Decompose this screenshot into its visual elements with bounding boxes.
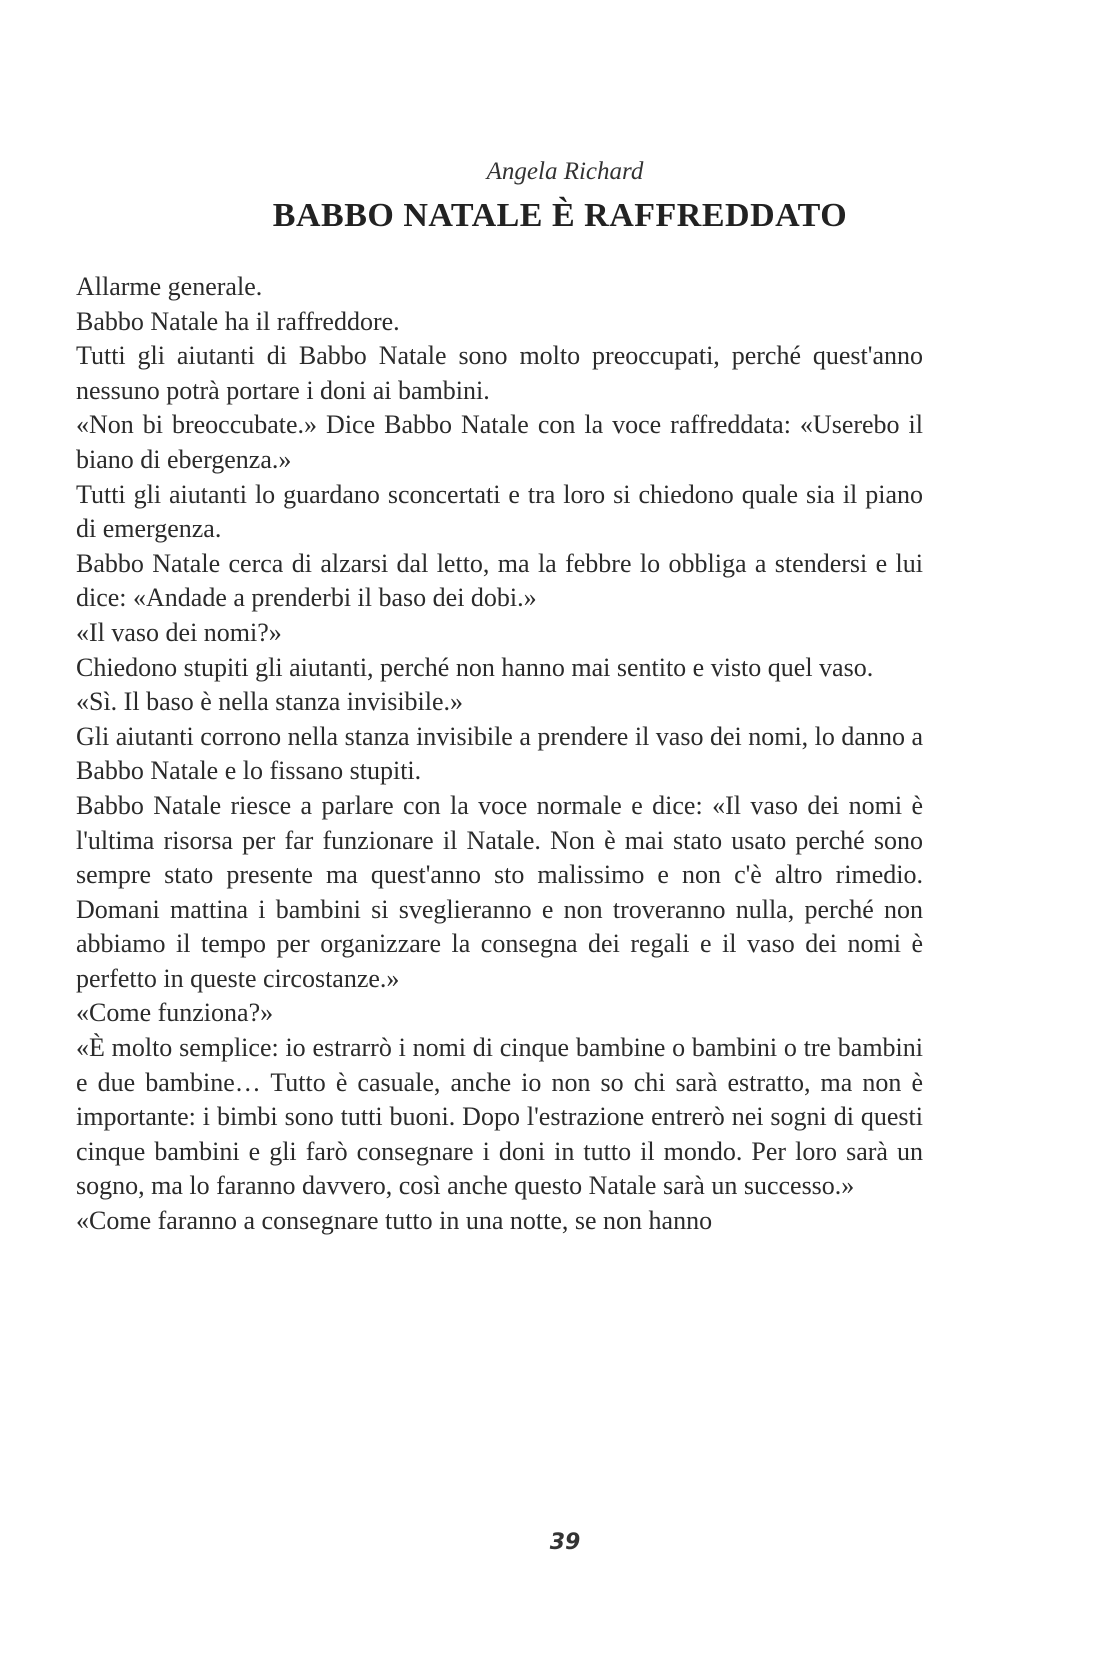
paragraph: «Come funziona?» [76,998,274,1028]
paragraph: «È molto semplice: io estrarrò i nomi di cinque bambine o bambini o tre bambini e due bambine… Tutto è casuale, anche io non so chi sarà estratto, ma non è importante: i bimbi sono tutti buoni. Dopo l'estrazione entrerò nei sogni di questi cinque bambini e gli farò consegnare i doni in tutto il mondo. Per loro sarà un sogno, ma lo faranno davvero, così anche questo Natale sarà un successo.» [76,1033,923,1201]
paragraph: «Sì. Il baso è nella stanza invisibile.» [76,687,464,717]
paragraph: «Il vaso dei nomi?» [76,617,282,647]
paragraph: Tutti gli aiutanti lo guardano sconcertati e tra loro si chiedono quale sia il piano di emergenza. [76,479,923,544]
paragraph: Gli aiutanti corrono nella stanza invisibile a prendere il vaso dei nomi, lo danno a Babbo Natale e lo fissano stupiti. [76,721,923,786]
story-title: BABBO NATALE È RAFFREDDATO [272,197,848,234]
story-body [76,270,923,1239]
paragraph: Tutti gli aiutanti di Babbo Natale sono molto preoccupati, perché quest'anno nessuno potrà portare i doni ai bambini. [76,341,923,405]
paragraph: Babbo Natale ha il raffreddore. [76,306,400,336]
paragraph: «Non bi breoccubate.» Dice Babbo Natale con la voce raffreddata: «Userebo il biano di ebergenza.» [76,410,923,474]
paragraph: Chiedono stupiti gli aiutanti, perché non hanno mai sentito e visto quel vaso. [76,652,874,682]
page-number: 39 [549,1530,581,1555]
author-name: Angela Richard [486,158,644,185]
paragraph: Babbo Natale cerca di alzarsi dal letto, ma la febbre lo obbliga a stendersi e lui dice: «Andade a prenderbi il baso dei dobi.» [76,548,923,613]
paragraph: Allarme generale. [76,272,263,301]
paragraph: «Come faranno a consegnare tutto in una notte, se non hanno [76,1206,713,1236]
paragraph: Babbo Natale riesce a parlare con la voce normale e dice: «Il vaso dei nomi è l'ultima risorsa per far funzionare il Natale. Non è mai stato usato perché sono sempre stato presente ma quest'anno sto malissimo e non c'è altro rimedio. Domani mattina i bambini si sveglieranno e non troveranno nulla, perché non abbiamo il tempo per organizzare la consegna dei regali e il vaso dei nomi è perfetto in queste circostanze.» [76,790,923,993]
